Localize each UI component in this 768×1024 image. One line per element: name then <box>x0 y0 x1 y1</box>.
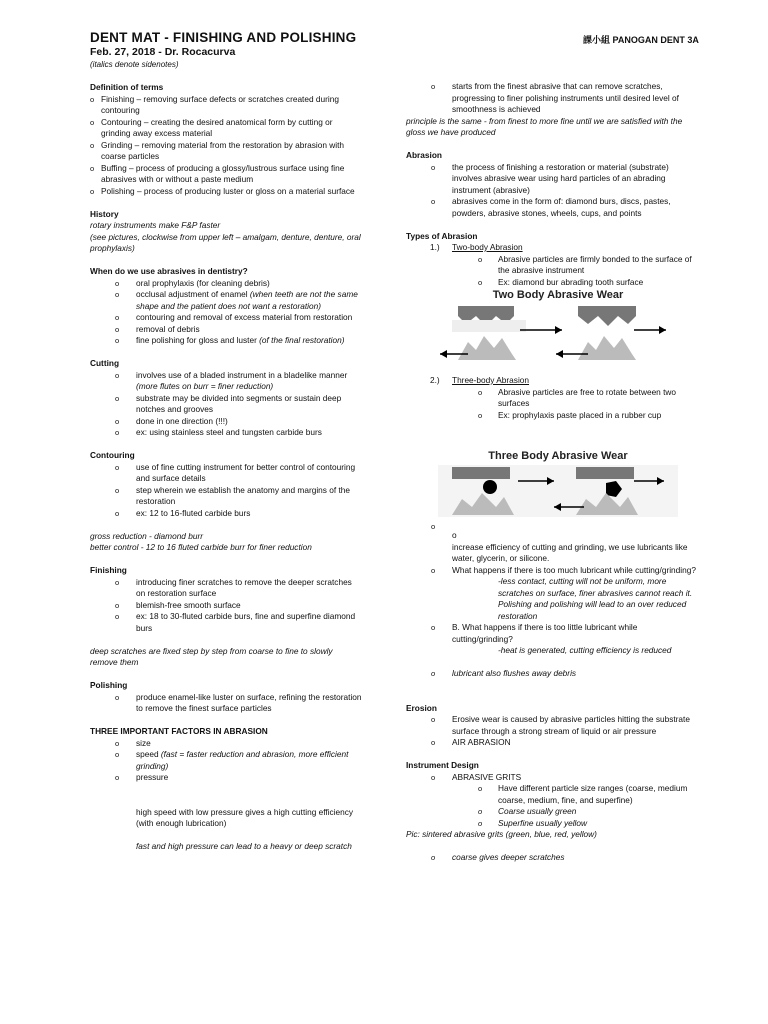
finishing-heading: Finishing <box>90 565 127 575</box>
two-body-figure <box>438 290 678 364</box>
list-item: o contouring and removal of excess material from restoration <box>90 312 362 324</box>
when-heading: When do we use abrasives in dentistry? <box>90 266 248 276</box>
factors-heading: THREE IMPORTANT FACTORS IN ABRASION <box>90 726 268 736</box>
contouring-note: better control - 12 to 16 fluted carbide burr for finer reduction <box>90 542 312 552</box>
list-item: o size <box>90 738 362 750</box>
list-item: o Have different particle size ranges (coarse, medium coarse, medium, fine, and superfine) <box>406 783 696 806</box>
finishing-note: deep scratches are fixed step by step from coarse to fine to slowly remove them <box>90 645 333 667</box>
lubricant-marker: o <box>452 530 457 540</box>
list-item: o ABRASIVE GRITS <box>406 772 696 784</box>
top-list <box>406 81 696 116</box>
history-note: rotary instruments make F&P faster <box>90 220 221 230</box>
right-column <box>406 81 696 864</box>
list-item: o Grinding – removing material from the restoration by abrasion with coarse particles <box>90 140 362 163</box>
author-brand: 課小組 PANOGAN DENT 3A <box>583 35 699 45</box>
list-item: o the process of finishing a restoration or material (substrate) involves abrasive wear using hard particles of an abrading instrument (abrasive) <box>406 162 696 197</box>
definition-heading: Definition of terms <box>90 82 164 92</box>
when-list <box>90 278 362 347</box>
list-item: o abrasives come in the form of: diamond burs, discs, pastes, powders, abrasive stones, wheels, cups, and points <box>406 196 696 219</box>
figure-title: Three Body Abrasive Wear <box>488 450 628 462</box>
erosion-list <box>406 714 696 749</box>
list-item: o occlusal adjustment of enamel (when teeth are not the same shape and the patient does not want a restoration) <box>90 289 362 312</box>
list-item: o involves use of a bladed instrument in a bladelike manner (more flutes on burr = finer reduction) <box>90 370 362 393</box>
history-note: (see pictures, clockwise from upper left – amalgam, denture, denture, oral prophylaxis) <box>90 231 361 253</box>
polishing-list <box>90 692 362 715</box>
list-item: o Abrasive particles are free to rotate between two surfaces <box>406 387 696 410</box>
history-heading: History <box>90 208 119 219</box>
figure-title: Two Body Abrasive Wear <box>492 289 624 301</box>
answer-note: -less contact, cutting will not be uniform, more scratches on surface, finer abrasives cannot reach it. Polishing and polishing will lead to an over reduced restoration <box>498 576 693 621</box>
grit-list <box>406 783 696 829</box>
list-item: o Erosive wear is caused by abrasive particles hitting the substrate surface through a strong stream of liquid or air pressure <box>406 714 696 737</box>
contouring-note: gross reduction - diamond burr <box>90 530 203 541</box>
cutting-heading: Cutting <box>90 358 120 368</box>
contouring-heading: Contouring <box>90 450 135 460</box>
list-item: o Finishing – removing surface defects or scratches created during contouring <box>90 94 362 117</box>
lubricant-questions <box>406 622 696 645</box>
lubricant-extra <box>406 668 696 680</box>
list-item: o Contouring – creating the desired anatomical form by cutting or grinding away excess material <box>90 117 362 140</box>
lubricant-text: increase efficiency of cutting and grinding, we use lubricants like water, glycerin, or silicone. <box>452 541 688 563</box>
list-item: o Ex: diamond bur abrading tooth surface <box>406 277 696 289</box>
two-body-list <box>406 254 696 289</box>
list-item: o ex: using stainless steel and tungsten carbide burs <box>90 427 362 439</box>
list-item: o coarse gives deeper scratches <box>406 852 696 864</box>
list-item: o removal of debris <box>90 324 362 336</box>
design-list <box>406 772 696 784</box>
factors-paragraph: fast and high pressure can lead to a heavy or deep scratch <box>136 841 352 851</box>
principle-note: principle is the same - from finest to more fine until we are satisfied with the gloss we have produced <box>406 115 683 137</box>
erosion-heading: Erosion <box>406 702 437 713</box>
list-item: o Abrasive particles are firmly bonded to the surface of the abrasive instrument <box>406 254 696 277</box>
design-list <box>406 852 696 864</box>
types-heading: Types of Abrasion <box>406 230 478 241</box>
document-date: Feb. 27, 2018 - Dr. Rocacurva <box>90 46 236 58</box>
list-item: o fine polishing for gloss and luster (of the final restoration) <box>90 335 362 347</box>
list-item: o done in one direction (!!!) <box>90 416 362 428</box>
list-item: o Coarse usually green <box>406 806 696 818</box>
factors-paragraph: high speed with low pressure gives a high cutting efficiency (with enough lubrication) <box>136 806 354 828</box>
list-item: o step wherein we establish the anatomy and margins of the restoration <box>90 485 362 508</box>
contouring-list <box>90 462 362 520</box>
list-item: o Polishing – process of producing luster or gloss on a material surface <box>90 186 362 198</box>
list-item: o produce enamel-like luster on surface, refining the restoration to remove the finest surface particles <box>90 692 362 715</box>
three-body-figure <box>438 451 678 519</box>
factors-list <box>90 738 362 784</box>
type-item: 2.) Three-body Abrasion <box>430 375 530 385</box>
type-item: 1.) Two-body Abrasion <box>430 242 523 252</box>
pic-note: Pic: sintered abrasive grits (green, blue, red, yellow) <box>406 829 597 839</box>
lubricant-questions <box>406 565 696 577</box>
list-item: o AIR ABRASION <box>406 737 696 749</box>
answer-note: -heat is generated, cutting efficiency is reduced <box>498 645 672 655</box>
list-item: o introducing finer scratches to remove the deeper scratches on restoration surface <box>90 577 362 600</box>
list-item: o pressure <box>90 772 362 784</box>
definition-list <box>90 94 362 198</box>
list-item <box>406 521 696 533</box>
abrasion-list <box>406 162 696 220</box>
list-item: o substrate may be divided into segments or sustain deep notches and grooves <box>90 393 362 416</box>
design-heading: Instrument Design <box>406 760 479 770</box>
list-item: o starts from the finest abrasive that can remove scratches, progressing to finer polishing instruments until desired level of smoothness is achieved <box>406 81 696 116</box>
list-item: o ex: 18 to 30-fluted carbide burs, fine and superfine diamond burs <box>90 611 362 634</box>
left-column <box>90 82 362 853</box>
two-body-diagram <box>438 302 678 364</box>
list-item: o use of fine cutting instrument for better control of contouring and surface details <box>90 462 362 485</box>
list-item: o ex: 12 to 16-fluted carbide burs <box>90 508 362 520</box>
list-item: o lubricant also flushes away debris <box>406 668 696 680</box>
list-item: o Buffing – process of producing a glossy/lustrous surface using fine abrasives with or without a paste medium <box>90 163 362 186</box>
finishing-list <box>90 577 362 635</box>
list-item: o B. What happens if there is too little lubricant while cutting/grinding? <box>406 622 696 645</box>
three-body-diagram <box>438 463 678 519</box>
list-item: o blemish-free smooth surface <box>90 600 362 612</box>
list-item: o speed (fast = faster reduction and abrasion, more efficient grinding) <box>90 749 362 772</box>
list-item: o Ex: prophylaxis paste placed in a rubber cup <box>406 410 696 422</box>
list-item: o oral prophylaxis (for cleaning debris) <box>90 278 362 290</box>
document-title: DENT MAT - FINISHING AND POLISHING <box>90 30 357 45</box>
lubricant-list <box>406 521 696 533</box>
list-item: o What happens if there is too much lubricant while cutting/grinding? <box>406 565 696 577</box>
polishing-heading: Polishing <box>90 680 128 690</box>
list-item: o Superfine usually yellow <box>406 818 696 830</box>
abrasion-heading: Abrasion <box>406 150 442 160</box>
three-body-list <box>406 387 696 422</box>
italics-note: (italics denote sidenotes) <box>90 60 179 69</box>
cutting-list <box>90 370 362 439</box>
